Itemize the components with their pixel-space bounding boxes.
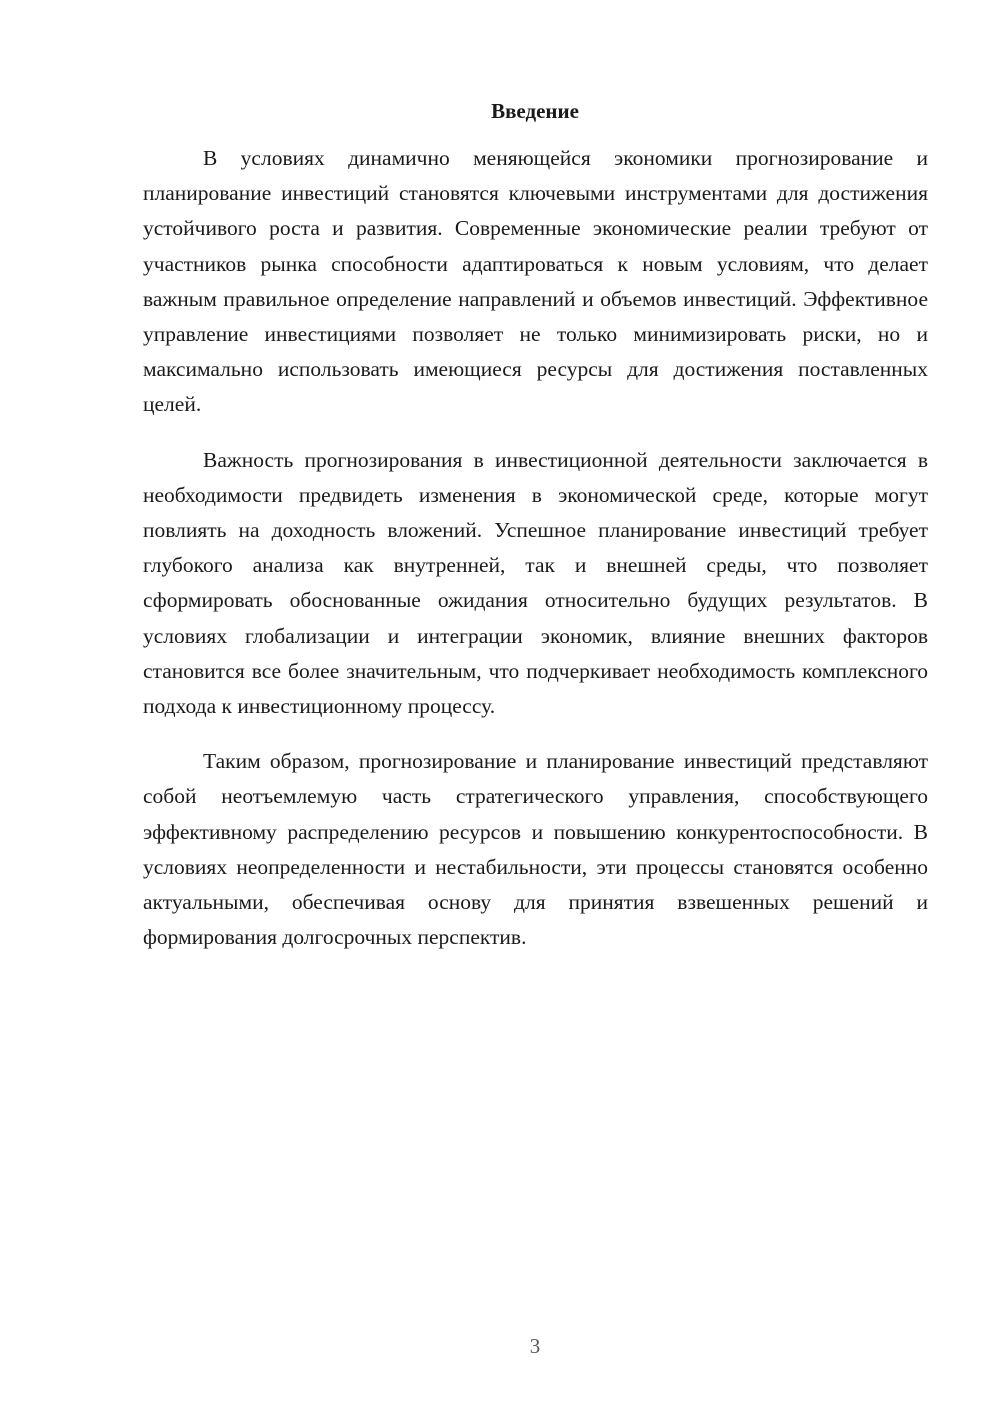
paragraph-1: В условиях динамично меняющейся экономики прогнозирование и планирование инвестиций становятся ключевыми инструментами для достижения устойчивого роста и развития. Современные экономические реалии требуют от участников рынка способности адаптироваться к новым условиям, что делает важным правильное определение направлений и объемов инвестиций. Эффективное управление инвестициями позволяет не только минимизировать риски, но и максимально использовать имеющиеся ресурсы для достижения поставленных целей.	[143, 146, 928, 417]
paragraph-2: Важность прогнозирования в инвестиционной деятельности заключается в необходимости предвидеть изменения в экономической среде, которые могут повлиять на доходность вложений. Успешное планирование инвестиций требует глубокого анализа как внутренней, так и внешней среды, что позволяет сформировать обоснованные ожидания относительно будущих результатов. В условиях глобализации и интеграции экономик, влияние внешних факторов становится все более значительным, что подчеркивает необходимость комплексного подхода к инвестиционному процессу.	[143, 447, 928, 719]
page-number: 3	[529, 1334, 541, 1358]
body-text	[143, 141, 928, 975]
section-title: Введение	[491, 99, 579, 123]
paragraph-3: Таким образом, прогнозирование и планирование инвестиций представляют собой неотъемлемую часть стратегического управления, способствующего эффективному распределению ресурсов и повышению конкурентоспособности. В условиях неопределенности и нестабильности, эти процессы становятся особенно актуальными, обеспечивая основу для принятия взвешенных решений и формирования долгосрочных перспектив.	[143, 749, 928, 950]
